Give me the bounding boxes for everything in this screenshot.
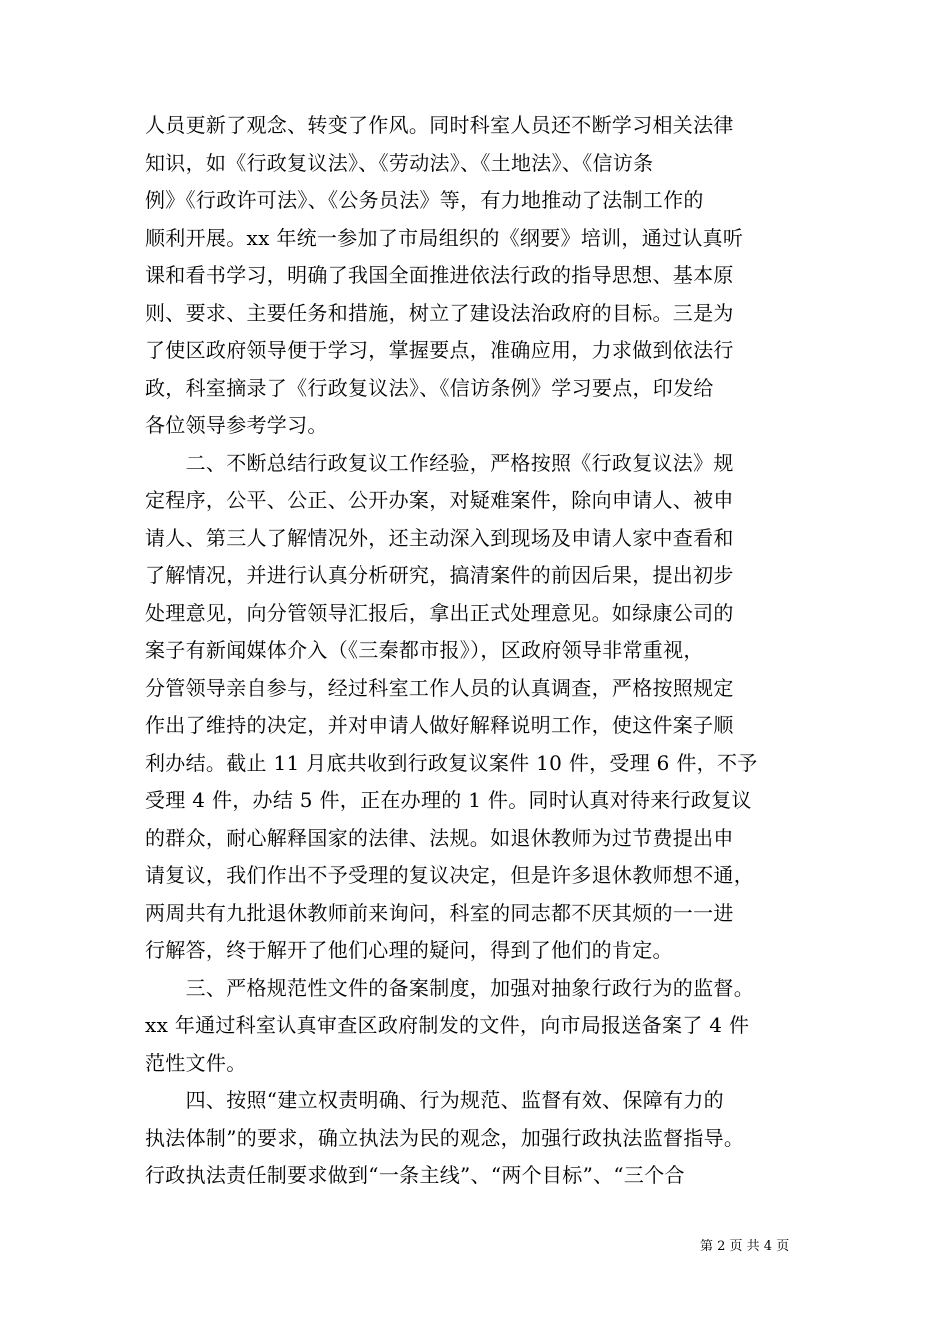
text-line: 请人、第三人了解情况外，还主动深入到现场及申请人家中查看和 — [145, 525, 734, 550]
text-line: 案子有新闻媒体介入（《三秦都市报》），区政府领导非常重视， — [145, 638, 704, 662]
text-line: 知识，如《行政复议法》、《劳动法》、《土地法》、《信访条 — [145, 150, 654, 175]
text-line: 执法体制”的要求，确立执法为民的观念，加强行政执法监督指导。 — [145, 1125, 745, 1150]
text-line: 作出了维持的决定，并对申请人做好解释说明工作，使这件案子顺 — [145, 713, 734, 737]
text-line: 分管领导亲自参与，经过科室工作人员的认真调查，严格按照规定 — [145, 675, 734, 700]
text-line: 两周共有九批退休教师前来询问，科室的同志都不厌其烦的一一进 — [145, 900, 734, 925]
text-line: 课和看书学习，明确了我国全面推进依法行政的指导思想、基本原 — [145, 263, 734, 287]
text-line: 的群众，耐心解释国家的法律、法规。如退休教师为过节费提出申 — [145, 825, 734, 850]
text-line: 行解答，终于解开了他们心理的疑问，得到了他们的肯定。 — [145, 938, 673, 962]
text-line: 三、严格规范性文件的备案制度，加强对抽象行政行为的监督。 — [145, 975, 754, 1000]
text-line: 范性文件。 — [145, 1050, 247, 1075]
text-line: 了解情况，并进行认真分析研究，搞清案件的前因后果，提出初步 — [145, 563, 734, 587]
text-line: 二、不断总结行政复议工作经验，严格按照《行政复议法》规 — [145, 450, 734, 475]
text-line: 四、按照“建立权责明确、行为规范、监督有效、保障有力的 — [145, 1088, 724, 1112]
text-line: xx 年通过科室认真审查区政府制发的文件，向市局报送备案了 4 件 — [145, 1013, 750, 1037]
text-line: 了使区政府领导便于学习，掌握要点，准确应用，力求做到依法行 — [145, 338, 734, 362]
text-line: 人员更新了观念、转变了作风。同时科室人员还不断学习相关法律 — [145, 113, 734, 137]
text-line: 则、要求、主要任务和措施，树立了建设法治政府的目标。三是为 — [145, 300, 734, 325]
text-line: 处理意见，向分管领导汇报后，拿出正式处理意见。如绿康公司的 — [145, 600, 734, 625]
text-line: 定程序，公平、公正、公开办案，对疑难案件，除向申请人、被申 — [145, 488, 734, 512]
text-line: 行政执法责任制要求做到“一条主线”、“两个目标”、“三个合 — [145, 1163, 685, 1187]
text-line: 请复议，我们作出不予受理的复议决定，但是许多退休教师想不通， — [145, 863, 754, 887]
text-line: 受理 4 件，办结 5 件，正在办理的 1 件。同时认真对待来行政复议 — [145, 788, 752, 812]
text-line: 顺利开展。xx 年统一参加了市局组织的《纲要》培训，通过认真听 — [145, 225, 744, 250]
text-line: 政，科室摘录了《行政复议法》、《信访条例》学习要点，印发给 — [145, 375, 714, 400]
page-number-footer: 第 2 页 共 4 页 — [700, 1239, 790, 1254]
body-text — [145, 107, 815, 1195]
text-line: 利办结。截止 11 月底共收到行政复议案件 10 件，受理 6 件，不予 — [145, 750, 758, 775]
text-line: 例》《行政许可法》、《公务员法》等，有力地推动了法制工作的 — [145, 188, 704, 212]
text-line: 各位领导参考学习。 — [145, 413, 328, 437]
